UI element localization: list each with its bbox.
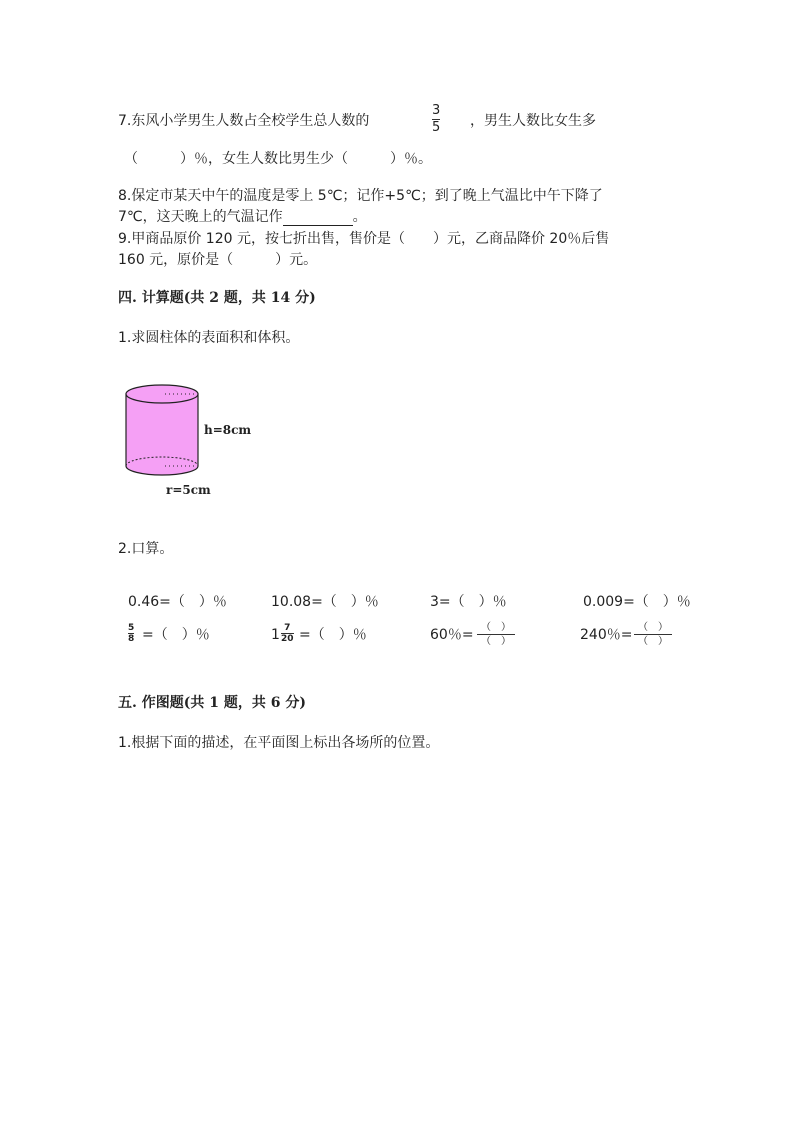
q9-line2-text: 160 元，原价是（ ）元。 <box>118 252 318 268</box>
calc-r2-c4-prefix: 240％= <box>580 627 633 643</box>
q7-fraction-numerator: 3 <box>432 103 441 118</box>
numerator: 7 <box>284 623 291 633</box>
denominator: 8 <box>128 634 135 644</box>
q7-fraction <box>432 104 440 135</box>
calc-r2-c2-rest: =（ ）％ <box>299 627 367 643</box>
q8-answer-blank <box>283 211 353 226</box>
calc-r2-c3-prefix: 60％= <box>430 627 474 643</box>
q9-line1-text: 9.甲商品原价 120 元，按七折出售，售价是（ ）元，乙商品降价 20％后售 <box>118 231 610 247</box>
calc-r1-c3: 3=（ ）％ <box>430 594 507 610</box>
q8-line2-end: 。 <box>352 209 367 225</box>
calc-r1-c2: 10.08=（ ）％ <box>271 594 379 610</box>
q7-line2-text: （ ）％，女生人数比男生少（ ）％。 <box>124 151 432 167</box>
numerator: 5 <box>128 623 135 633</box>
q7-line1-text: 7.东风小学男生人数占全校学生总人数的 <box>118 113 370 129</box>
fraction-bar <box>634 634 672 635</box>
cylinder-height-label: h=8cm <box>204 423 252 437</box>
cylinder-body <box>126 394 198 475</box>
calc-r2-c4-fraction <box>634 622 672 647</box>
denominator: （ ） <box>481 636 511 647</box>
calc-r1-c4: 0.009=（ ）％ <box>583 594 691 610</box>
q8-line1-text: 8.保定市某天中午的温度是零上 5℃；记作+5℃；到了晚上气温比中午下降了 <box>118 188 603 204</box>
cylinder-top-ellipse <box>126 385 198 403</box>
calc-r2-c1-rest: =（ ）％ <box>142 627 210 643</box>
denominator: （ ） <box>638 636 668 647</box>
fraction-bar <box>477 634 515 635</box>
section4-heading: 四. 计算题(共 2 题，共 14 分) <box>118 290 316 306</box>
calc-r2-c2-whole: 1 <box>271 627 280 643</box>
calc-r1-c1: 0.46=（ ）％ <box>128 594 227 610</box>
q8-line2-lead: 7℃，这天晚上的气温记作 <box>118 209 283 225</box>
s4-q2-text: 2.口算。 <box>118 541 174 557</box>
section5-heading: 五. 作图题(共 1 题，共 6 分) <box>118 695 306 711</box>
denominator: 20 <box>281 634 294 644</box>
q8-line2-text <box>118 208 367 226</box>
cylinder-radius-label: r=5cm <box>166 483 211 497</box>
calc-r2-c1-fraction <box>128 623 134 644</box>
numerator: （ ） <box>638 622 668 633</box>
s5-q1-text: 1.根据下面的描述，在平面图上标出各场所的位置。 <box>118 735 440 751</box>
s4-q1-text: 1.求圆柱体的表面积和体积。 <box>118 330 300 346</box>
calc-r2-c2-fraction <box>281 623 294 644</box>
q7-fraction-denominator: 5 <box>432 120 441 135</box>
numerator: （ ） <box>481 622 511 633</box>
q7-line1-tail: ，男生人数比女生多 <box>470 113 596 129</box>
calc-r2-c3-fraction <box>477 622 515 647</box>
